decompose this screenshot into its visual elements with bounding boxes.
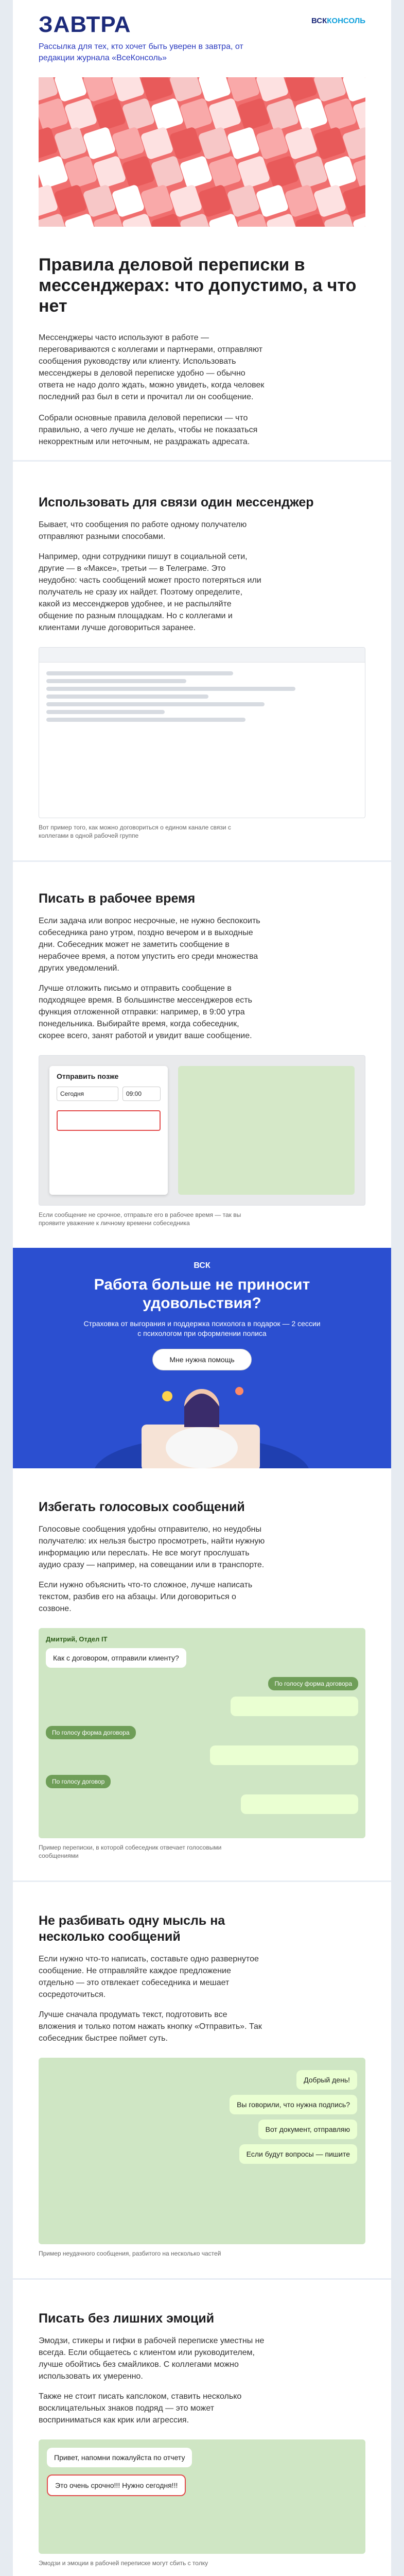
tagline: Рассылка для тех, кто хочет быть уверен в завтра, от редакции журнала «ВсеКонсоль» bbox=[39, 42, 243, 62]
hero-tile bbox=[284, 126, 318, 160]
hero-tile bbox=[111, 126, 145, 160]
date-field[interactable]: Сегодня bbox=[57, 1087, 118, 1101]
section-voice-messages bbox=[13, 1468, 391, 1860]
section-paragraph: Например, одни сотрудники пишут в социальной сети, другие — в «Максе», третьи — в Телеграме. Это неудобно: часть сообщений может просто потеряться или получатель не сразу их найдет. Поэтому определите, какой из мессенджеров удобнее, и не распыляйте общение по разным площадкам. Но с коллегами и клиентами лучше договориться заранее. bbox=[39, 552, 261, 632]
chat-row bbox=[46, 1775, 358, 1788]
hero-tile bbox=[198, 184, 232, 218]
voice-message[interactable]: По голосу договор bbox=[46, 1775, 111, 1788]
chat-row bbox=[47, 2070, 357, 2090]
placeholder-line bbox=[46, 718, 245, 722]
hero-tile bbox=[294, 155, 328, 189]
outgoing-message: Вы говорили, что нужна подпись? bbox=[230, 2095, 357, 2114]
hero-tile bbox=[255, 184, 289, 218]
chat-row bbox=[47, 2144, 357, 2164]
hero-tile bbox=[179, 155, 213, 189]
hero-tile bbox=[266, 155, 300, 189]
chat-row bbox=[47, 2095, 357, 2114]
section-heading: Использовать для связи один мессенджер bbox=[39, 495, 314, 510]
hero-tile bbox=[266, 97, 300, 131]
chat-row bbox=[46, 1677, 358, 1690]
promo-text: Страховка от выгорания и поддержка психолога в подарок — 2 сессии с психологом при оформлении полиса bbox=[83, 1319, 321, 1337]
section-paragraph: Голосовые сообщения удобны отправителю, но неудобны получателю: их нельзя быстро просмотреть, найти нужную информацию или переслать. Не все могут прослушать аудио сразу — например, на совещании или в транспорте. bbox=[39, 1525, 265, 1569]
date-time-row bbox=[49, 1087, 168, 1101]
section-heading: Избегать голосовых сообщений bbox=[39, 1500, 245, 1514]
section-work-hours bbox=[13, 862, 391, 1227]
hero-tile bbox=[121, 97, 155, 131]
hero-tile bbox=[121, 155, 155, 189]
incoming-message: Это очень срочно!!! Нужно сегодня!!! bbox=[47, 2475, 186, 2496]
publisher-logo[interactable] bbox=[311, 16, 365, 25]
promo-button[interactable]: Мне нужна помощь bbox=[152, 1349, 251, 1370]
voice-message-wave[interactable] bbox=[210, 1745, 358, 1765]
hero-tile bbox=[150, 97, 184, 131]
section-paragraph: Эмодзи, стикеры и гифки в рабочей переписке уместны не всегда. Если общаетесь с клиентом или руководителем, лучше обойтись без смайликов. С коллегами можно использовать их умеренно. bbox=[39, 2336, 265, 2381]
hero-tile bbox=[313, 184, 347, 218]
chat-row bbox=[47, 2475, 357, 2496]
hero-tile bbox=[226, 184, 260, 218]
section-paragraph: Лучше отложить письмо и отправить сообщение в подходящее время. В большинстве мессенджеров есть функция отложенной отправки: например, в 9:00 утра понедельника. Выбирайте время, когда собеседник, скорее всего, занят работой и увидит ваше сообщение. bbox=[39, 984, 252, 1040]
article-lead bbox=[13, 316, 291, 448]
outgoing-message: Если будут вопросы — пишите bbox=[239, 2144, 357, 2164]
voice-message[interactable]: По голосу форма договора bbox=[268, 1677, 358, 1690]
hero-tile bbox=[284, 184, 318, 218]
hero-tile bbox=[111, 184, 145, 218]
placeholder-line bbox=[46, 687, 295, 691]
hero-tile bbox=[140, 126, 174, 160]
section-paragraph: Лучше сначала продумать текст, подготовить все вложения и только потом нажать кнопку «Отправить». Так собеседник быстрее поймет суть. bbox=[39, 2010, 262, 2043]
promo-button-wrap bbox=[13, 1349, 391, 1370]
hero-tile bbox=[323, 97, 357, 131]
hero-tile bbox=[294, 97, 328, 131]
publisher-accent: КОНСОЛЬ bbox=[327, 16, 365, 25]
hero-tile bbox=[39, 97, 69, 131]
voice-message-wave[interactable] bbox=[241, 1794, 358, 1814]
chat-row bbox=[46, 1697, 358, 1719]
chat-contact-name: Дмитрий, Отдел IT bbox=[46, 1635, 108, 1643]
screenshot-group-chat bbox=[39, 647, 365, 818]
section-heading: Писать без лишних эмоций bbox=[39, 2311, 215, 2326]
hero-tile bbox=[64, 97, 98, 131]
hero-tile bbox=[208, 97, 242, 131]
placeholder-line bbox=[46, 702, 265, 706]
publisher-main: ВСК bbox=[311, 16, 327, 25]
hero-tile bbox=[169, 184, 203, 218]
hero-tile bbox=[208, 155, 242, 189]
caption: Эмодзи и эмоции в рабочей переписке могут сбить с толку bbox=[39, 2560, 208, 2567]
section-heading: Писать в рабочее время bbox=[39, 891, 196, 906]
screenshot-schedule-send bbox=[39, 1055, 365, 1206]
header bbox=[13, 0, 391, 36]
caption: Пример переписки, в которой собеседник отвечает голосовыми сообщениями bbox=[39, 1844, 222, 1859]
highlight-box bbox=[57, 1110, 161, 1131]
chat-split-example bbox=[39, 2058, 365, 2244]
hero-tile bbox=[39, 155, 69, 189]
section-paragraph: Бывает, что сообщения по работе одному получателю отправляют разными способами. bbox=[39, 520, 247, 541]
hero-tile bbox=[39, 184, 59, 218]
promo-title: Работа больше не приносит удовольствия? bbox=[94, 1276, 310, 1312]
hero-tile bbox=[255, 126, 289, 160]
hero-tile bbox=[169, 126, 203, 160]
hero-tile bbox=[323, 155, 357, 189]
section-one-message bbox=[13, 1882, 391, 2258]
hero-tile bbox=[64, 155, 98, 189]
section-paragraph: Если задача или вопрос несрочные, не нужно беспокоить собеседника рано утром, поздно вечером и в выходные дни. Собеседник может не заметить сообщение в нерабочее время, а потом упустить его среди множества других уведомлений. bbox=[39, 917, 260, 973]
placeholder-line bbox=[46, 694, 208, 699]
section-paragraph: Если нужно что-то написать, составьте одно развернутое сообщение. Не отправляйте каждое предложение отдельно — это отвлекает собеседника и мешает сосредоточиться. bbox=[39, 1955, 259, 1999]
hero-tile bbox=[93, 155, 127, 189]
placeholder-line bbox=[46, 710, 165, 714]
section-paragraph: Также не стоит писать капслоком, ставить несколько восклицательных знаков подряд — это может восприниматься как крик или агрессия. bbox=[39, 2392, 242, 2425]
chat-row bbox=[46, 1745, 358, 1768]
promo-banner bbox=[13, 1248, 391, 1468]
brand-logo[interactable]: ЗАВТРА bbox=[39, 12, 131, 37]
section-emotions bbox=[13, 2280, 391, 2567]
hero-tile bbox=[342, 126, 365, 160]
hero-tile bbox=[82, 184, 116, 218]
hero-tile bbox=[93, 97, 127, 131]
chat-row bbox=[46, 1726, 358, 1739]
screenshot-content bbox=[39, 663, 365, 731]
hero-tile bbox=[54, 184, 87, 218]
section-paragraph: Если нужно объяснить что-то сложное, лучше написать текстом, разбив его на абзацы. Или договориться о созвоне. bbox=[39, 1581, 253, 1613]
chat-row bbox=[46, 1794, 358, 1817]
chat-emotion-example bbox=[39, 2439, 365, 2554]
section-one-messenger bbox=[13, 462, 391, 840]
hero-tile bbox=[140, 184, 174, 218]
meditating-woman-illustration bbox=[13, 1376, 391, 1468]
email-body bbox=[13, 0, 391, 2576]
hero-tile bbox=[179, 97, 213, 131]
hero-tile bbox=[82, 126, 116, 160]
caption: Если сообщение не срочное, отправьте его в рабочее время — так вы проявите уважение к личному времени собеседника bbox=[39, 1211, 241, 1227]
incoming-message: Как с договором, отправили клиенту? bbox=[46, 1648, 186, 1668]
hero-tile bbox=[198, 126, 232, 160]
caption: Пример неудачного сообщения, разбитого на несколько частей bbox=[39, 2250, 221, 2257]
hero-tile bbox=[237, 97, 271, 131]
dialog-title: Отправить позже bbox=[57, 1072, 119, 1080]
lead-paragraph-2: Собрали основные правила деловой переписки — что правильно, а чего лучше не делать, чтобы не показаться некорректным или неточным, не раздражать адресата. bbox=[39, 414, 258, 446]
hero-tile bbox=[54, 126, 87, 160]
voice-message-wave[interactable] bbox=[231, 1697, 358, 1716]
chat-voice-example bbox=[39, 1628, 365, 1838]
section-heading: Не разбивать одну мысль на несколько сообщений bbox=[39, 1913, 225, 1944]
chat-row bbox=[46, 1648, 358, 1668]
hero-tile bbox=[150, 155, 184, 189]
lead-paragraph-1: Мессенджеры часто используют в работе — переговариваются с коллегами и партнерами, отправляют сообщения руководству или клиенту. Использовать мессенджеры в деловой переписке удобно — обычно ответа не надо долго ждать, можно увидеть, когда человек последний раз был в сети и прочитал ли он сообщение. bbox=[39, 333, 265, 401]
hero-tile bbox=[237, 155, 271, 189]
voice-message[interactable]: По голосу форма договора bbox=[46, 1726, 136, 1739]
caption: Вот пример того, как можно договориться о едином канале связи с коллегами в одной рабочей группе bbox=[39, 824, 231, 839]
schedule-dialog bbox=[49, 1066, 168, 1195]
hero-image bbox=[39, 77, 365, 227]
placeholder-line bbox=[46, 671, 233, 675]
incoming-message: Привет, напомни пожалуйста по отчету bbox=[47, 2448, 192, 2467]
outgoing-message: Добрый день! bbox=[296, 2070, 357, 2090]
time-field[interactable]: 09:00 bbox=[122, 1087, 161, 1101]
screenshot-toolbar bbox=[39, 648, 365, 663]
promo-logo: ВСК bbox=[194, 1261, 210, 1270]
chat-row bbox=[47, 2448, 357, 2467]
hero-tile bbox=[39, 126, 59, 160]
placeholder-line bbox=[46, 679, 186, 683]
hero-tile bbox=[226, 126, 260, 160]
chat-row bbox=[47, 2120, 357, 2139]
hero-tile bbox=[342, 184, 365, 218]
chat-preview bbox=[178, 1066, 355, 1195]
hero-tile bbox=[313, 126, 347, 160]
outgoing-message: Вот документ, отправляю bbox=[258, 2120, 357, 2139]
article-title: Правила деловой переписки в мессенджерах: что допустимо, а что нет bbox=[39, 255, 357, 316]
